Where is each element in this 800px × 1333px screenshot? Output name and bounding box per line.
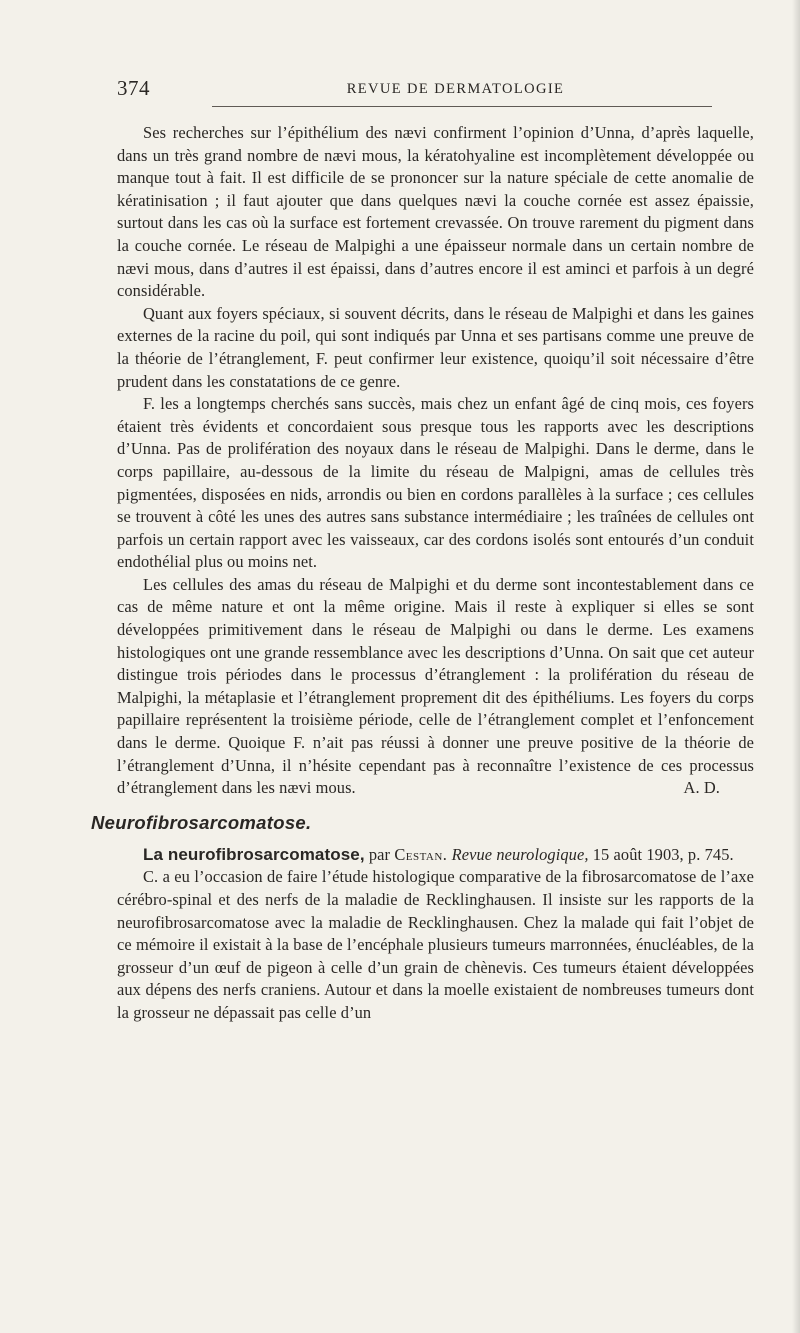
article-body	[91, 122, 754, 1025]
paragraph-2: Quant aux foyers spéciaux, si souvent décrits, dans le réseau de Malpighi et dans les gaines externes de la racine du poil, qui sont indiqués par Unna et ses partisans comme une preuve de la théorie de l’étranglement, F. peut confirmer leur existence, quoiqu’il soit nécessaire d’être prudent dans les constatations de ce genre.	[117, 303, 754, 391]
signoff: A. D.	[683, 778, 720, 798]
citation	[117, 844, 754, 867]
citation-author: Cestan.	[394, 844, 448, 864]
header-rule	[212, 106, 712, 107]
running-title: REVUE DE DERMATOLOGIE	[346, 81, 565, 97]
citation-journal: Revue neurologique,	[451, 844, 589, 864]
document-page	[91, 70, 754, 1025]
citation-title: La neurofibrosarcomatose,	[143, 844, 365, 864]
page-number: 374	[117, 76, 150, 100]
paragraph-4: Les cellules des amas du réseau de Malpighi et du derme sont incontestablement dans ce cas de même nature et ont la même origine. Mais il reste à expliquer si elles se sont développées primitivement dans le réseau de Malpighi ou dans le derme. Les examens histologiques ont une grande ressemblance avec les descriptions d’Unna. On sait que cet auteur distingue trois périodes dans le processus d’étranglement : la prolifération du réseau de Malpighi, la métaplasie et l’étranglement proprement dit des épithéliums. Les foyers du corps papillaire représentent la troisième période, celle de l’étranglement complet et l’enfoncement dans le derme. Quoique F. n’ait pas réussi à donner une preuve positive de la théorie de l’étranglement d’Unna, il n’hésite cependant pas à reconnaître l’existence de ces processus d’étranglement dans les nævi mous.	[117, 574, 754, 798]
paragraph-1: Ses recherches sur l’épithélium des nævi confirment l’opinion d’Unna, d’après laquelle, dans un très grand nombre de nævi mous, la kératohyaline est incomplètement développée ou manque tout à fait. Il est difficile de se prononcer sur la nature spéciale de cette anomalie de kératinisation ; il faut ajouter que dans quelques nævi la couche cornée est assez épaissie, surtout dans les cas où la surface est fortement crevassée. On trouve rarement du pigment dans la couche cornée. Le réseau de Malpighi a une épaisseur normale dans un certain nombre de nævi mous, dans d’autres il est épaissi, dans d’autres encore il est aminci et parfois à un degré considérable.	[117, 123, 754, 301]
citation-rest: 15 août 1903, p. 745.	[592, 844, 734, 864]
paragraph-3: F. les a longtemps cherchés sans succès, mais chez un enfant âgé de cinq mois, ces foyers étaient très évidents et concordaient sous presque tous les rapports avec les descriptions d’Unna. Pas de prolifération des noyaux dans le réseau de Malpighi. Dans le derme, dans le corps papillaire, au-dessous de la limite du réseau de Malpigni, amas de cellules très pigmentées, disposées en nids, arrondis ou bien en cordons parallèles à la surface ; ces cellules se trouvent à côté les unes des autres sans substance intermédiaire ; les traînées de cellules ont parfois un certain rapport avec les vaisseaux, car des cordons isolés sont entourés d’un conduit endothélial plus ou moins net.	[117, 394, 754, 572]
scan-edge-shadow	[792, 0, 800, 1333]
section-paragraph: C. a eu l’occasion de faire l’étude histologique comparative de la fibrosarcomatose de l’axe cérébro-spinal et des nerfs de la maladie de Recklinghausen. Il insiste sur les rapports de la neurofibrosarcomatose avec la maladie de Recklinghausen. Chez la malade qui fait l’objet de ce mémoire il existait à la base de l’encéphale plusieurs tumeurs marronnées, énucléables, de la grosseur d’un œuf de pigeon à celle d’un grain de chènevis. Ces tumeurs étaient développées aux dépens des nerfs craniens. Autour et dans la moelle existaient de nombreuses tumeurs dont la grosseur ne dépassait pas celle d’un	[117, 867, 754, 1022]
section-heading: Neurofibrosarcomatose.	[91, 811, 312, 833]
page-header	[117, 70, 754, 106]
citation-by: par	[368, 844, 391, 864]
